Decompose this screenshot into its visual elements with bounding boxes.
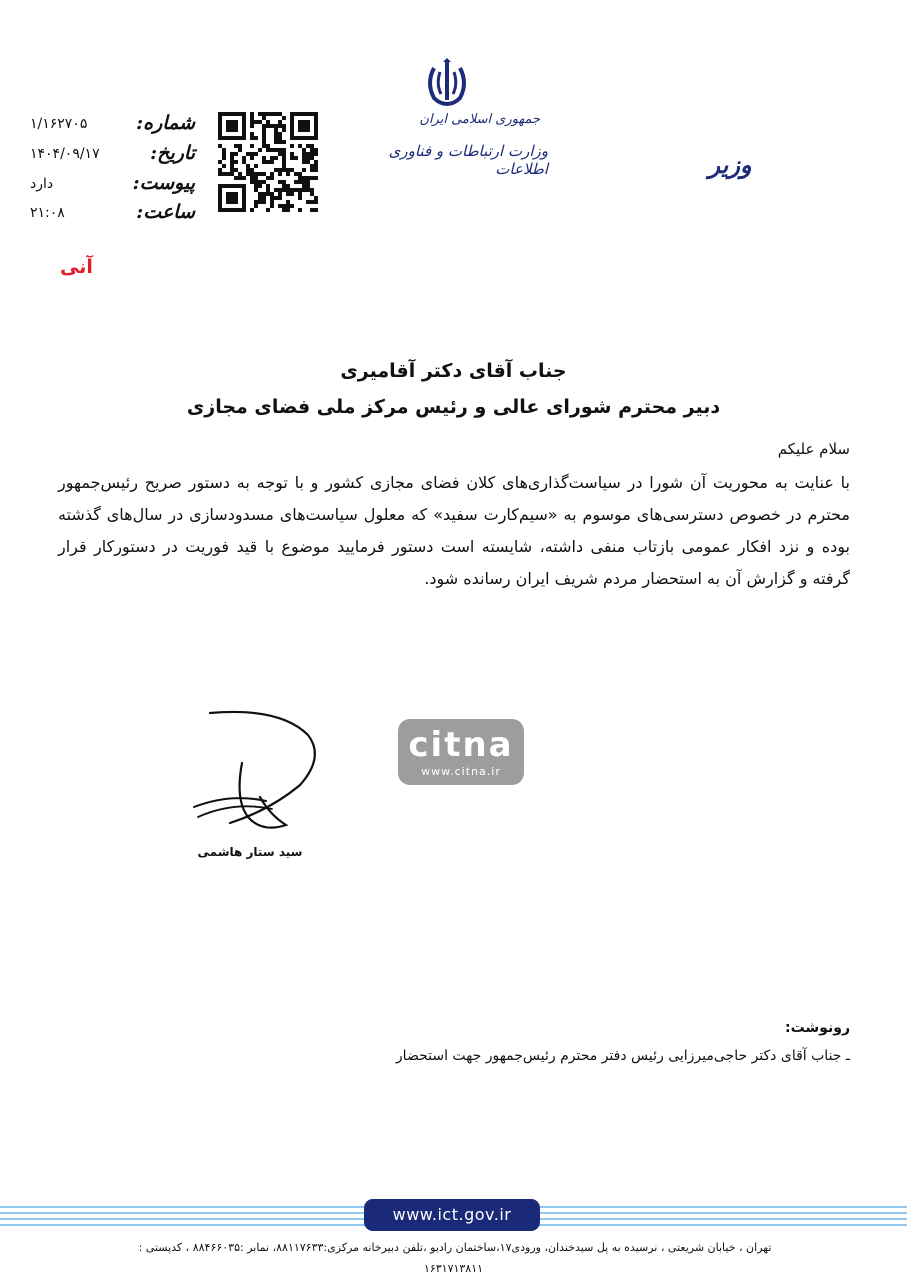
attachment-value: دارد (30, 176, 54, 192)
addressee-title: دبیر محترم شورای عالی و رئیس مرکز ملی فضای مجازی (186, 396, 721, 418)
attachment-row (30, 172, 195, 200)
ministry-name: وزارت ارتباطات و فناوری اطلاعات (388, 142, 548, 178)
letter-time-label: ساعت: (136, 201, 195, 223)
iran-emblem-icon (422, 58, 472, 108)
letter-number-row (30, 112, 195, 140)
greeting: سلام علیکم (777, 440, 850, 458)
addressee-name: جناب آقای دکتر آقامیری (340, 360, 567, 382)
letter-body: با عنایت به محوریت آن شورا در سیاست‌گذاری‌های کلان فضای مجازی کشور و با توجه به دستور صریح رئیس‌جمهور محترم در خصوص دسترسی‌های موسوم به «سیم‌کارت سفید» که معلول سیاست‌های مسدودسازی در سال‌های گذشته بوده و نزد افکار عمومی بازتاب منفی داشته، شایسته است دستور فرمایید موضوع با قید فوریت در دستورکار قرار گرفته و گزارش آن به استحضار مردم شریف ایران رسانده شود. (58, 473, 850, 588)
citna-logo: citna (408, 725, 514, 765)
attachment-label: پیوست: (132, 172, 195, 194)
urgency-badge: آنی (60, 256, 93, 278)
footer-address: تهران ، خیابان شریعتی ، نرسیده به پل سیدخندان، ورودی۱۷،ساختمان رادیو ،تلفن دبیرخانه مرکزی:۸۸۱۱۷۶۳۳، نمابر :۸۸۴۶۶۰۳۵ ، کدپستی : (138, 1241, 772, 1254)
postal-code: ۱۶۳۱۷۱۳۸۱۱ (423, 1262, 484, 1275)
signer-name: سید ستار هاشمی (197, 845, 303, 859)
letter-date: ۱۴۰۴/۰۹/۱۷ (30, 146, 100, 162)
citna-watermark (398, 719, 524, 785)
letter-date-row (30, 142, 195, 170)
qr-code (218, 112, 318, 212)
country-name: جمهوری اسلامی ایران (419, 112, 540, 127)
letter-date-label: تاریخ: (150, 142, 195, 164)
cc-item: ـ جناب آقای دکتر حاجی‌میرزایی رئیس دفتر محترم رئیس‌جمهور جهت استحضار (395, 1048, 850, 1064)
letter-time: ۲۱:۰۸ (30, 205, 65, 221)
letter-time-row (30, 201, 195, 229)
minister-title: وزیر (708, 150, 752, 179)
website-link[interactable]: www.ict.gov.ir (364, 1199, 540, 1231)
letter-number: ۱/۱۶۲۷۰۵ (30, 116, 88, 132)
citna-url: www.citna.ir (421, 765, 501, 778)
letter-number-label: شماره: (136, 112, 195, 134)
cc-title: رونوشت: (785, 1020, 850, 1036)
signature-icon (190, 705, 330, 845)
